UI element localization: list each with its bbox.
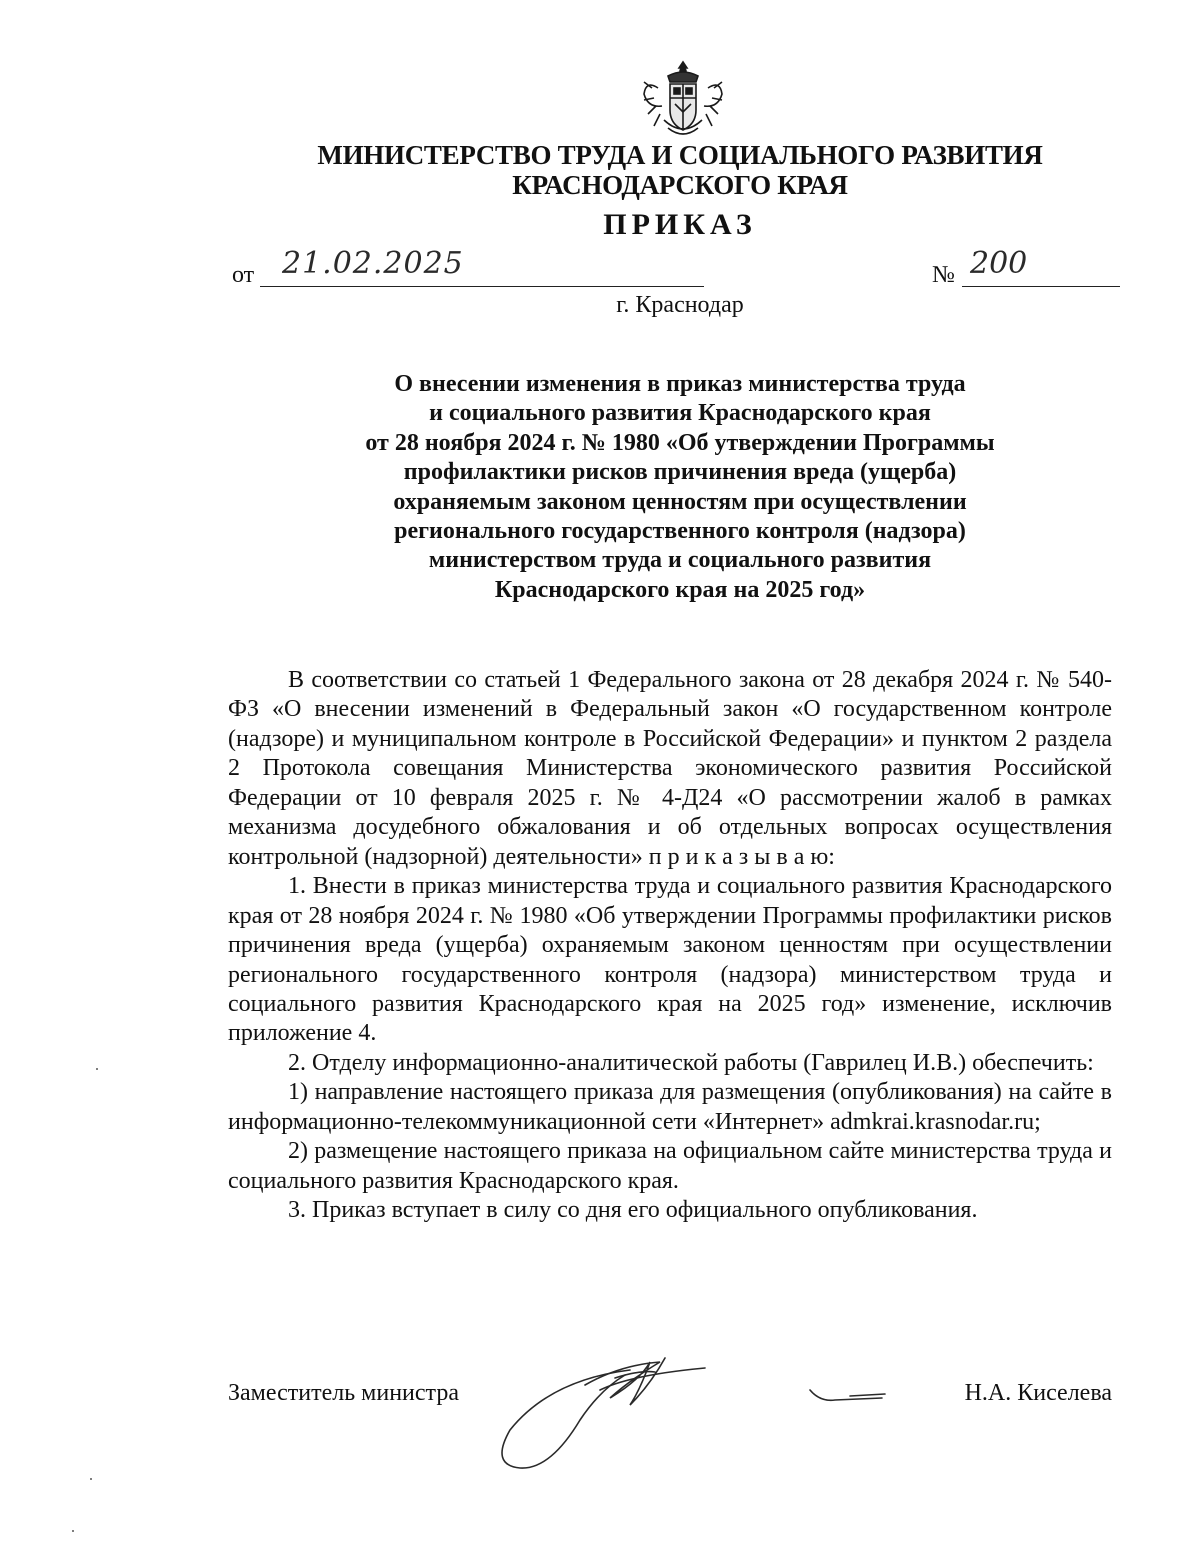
subject-line: Краснодарского края на 2025 год» [494,576,866,603]
handwritten-date: 21.02.2025 [282,246,464,281]
order-word: п р и к а з ы в а ю: [648,843,835,870]
ministry-name [230,140,1130,200]
document-subject [280,370,1080,605]
subject-line: профилактики рисков причинения вреда (ущерба) [403,459,957,486]
number-prefix: № [932,262,955,288]
handwritten-signature [490,1350,900,1480]
item-1-paragraph: 1. Внести в приказ министерства труда и социального развития Краснодарского края от 28 ноября 2024 г. № 1980 «Об утверждении Программы профилактики рисков причинения вреда (ущерба) охраняемым законом ценностям при осуществлении регионального государственного контроля (надзора) министерством труда и социального развития Краснодарского края на 2025 год» изменение, исключив приложение 4. [228,873,1112,1047]
date-prefix: от [232,262,255,288]
ministry-name-line1: МИНИСТЕРСТВО ТРУДА И СОЦИАЛЬНОГО РАЗВИТИЯ [317,140,1043,170]
preamble-text: В соответствии со статьей 1 Федерального закона от 28 декабря 2024 г. № 540-ФЗ «О внесении изменений в Федеральный закон «О государственном контроле (надзоре) и муниципальном контроле в Российской Федерации» и пунктом 2 раздела 2 Протокола совещания Министерства экономического развития Российской Федерации от 10 февраля 2025 г. № 4-Д24 «О рассмотрении жалоб в рамках механизма досудебного обжалования и об отдельных вопросах осуществления контрольной (надзорной) деятельности» [228,667,1112,870]
subject-line: и социального развития Краснодарского края [429,400,931,427]
handwritten-number: 200 [970,246,1028,281]
subject-line: от 28 ноября 2024 г. № 1980 «Об утверждении Программы [365,429,995,456]
city-line: г. Краснодар [616,292,744,318]
date-underline [260,286,704,287]
signatory-name: Н.А. Киселева [964,1380,1112,1406]
scan-speck [90,1478,92,1480]
scan-speck [72,1530,74,1532]
ministry-name-line2: КРАСНОДАРСКОГО КРАЯ [512,170,848,200]
item-3-paragraph: 3. Приказ вступает в силу со дня его официального опубликования. [288,1197,978,1224]
subject-line: охраняемым законом ценностям при осуществлении [393,488,967,515]
date-number-row [232,246,1120,290]
preamble-paragraph [228,666,1112,872]
signatory-role: Заместитель министра [228,1380,459,1406]
item-2-paragraph: 2. Отделу информационно-аналитической работы (Гаврилец И.В.) обеспечить: [288,1049,1094,1076]
subject-line: регионального государственного контроля (надзора) [394,518,966,545]
coat-of-arms-icon [638,58,728,142]
item-2-2-paragraph: 2) размещение настоящего приказа на официальном сайте министерства труда и социального развития Краснодарского края. [228,1138,1112,1194]
scan-speck [96,1068,98,1070]
document-type-title: ПРИКАЗ [603,208,757,241]
subject-line: министерством труда и социального развития [428,547,932,574]
number-underline [962,286,1120,287]
item-2-1-paragraph: 1) направление настоящего приказа для размещения (опубликования) на сайте в информационно-телекоммуникационной сети «Интернет» admkrai.krasnodar.ru; [228,1079,1112,1135]
document-body [228,666,1112,1226]
subject-line: О внесении изменения в приказ министерства труда [394,371,966,397]
